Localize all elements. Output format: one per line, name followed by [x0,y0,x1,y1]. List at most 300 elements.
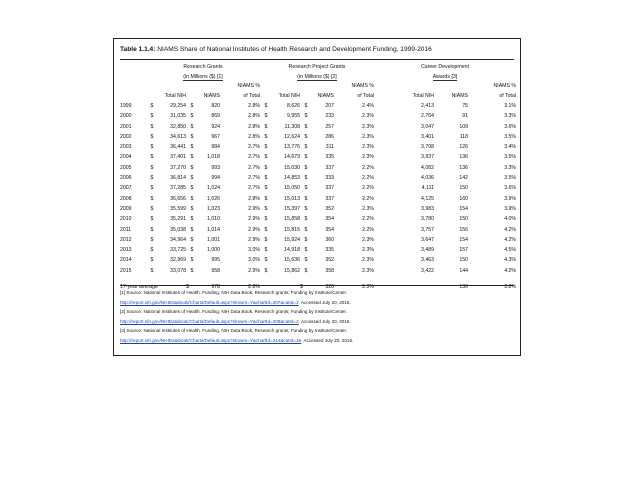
row-rg-total-currency: $ [150,175,154,182]
row-cd-niams: 136 [459,164,468,171]
row-rg-total-currency: $ [150,216,154,223]
row-rpg-niams-currency: $ [304,103,308,109]
row-rpg-niams-currency: $ [304,185,308,192]
col-rg-pct-bottom: of Total [243,92,260,99]
row-cd-niams: 150 [459,216,468,223]
row-rg-pct: 2.8% [248,123,260,130]
row-rg-niams-currency: $ [190,113,194,120]
row-rpg-total: 15,050 [284,185,300,192]
table-row [120,225,516,235]
row-rpg-total-currency: $ [264,185,268,192]
row-year: 2013 [120,247,132,254]
row-rpg-total: 14,918 [284,247,300,254]
row-cd-niams: 154 [459,205,468,212]
row-rg-niams: 1,026 [207,195,220,202]
row-rg-total: 33,725 [170,247,186,254]
row-rpg-niams-currency: $ [304,226,308,233]
source-note-accessed: Accessed July 20, 2016. [300,299,351,305]
row-rpg-niams-currency: $ [304,257,308,264]
col-rg-niams: NIAMS [203,92,220,99]
row-cd-total: 3,489 [421,247,434,254]
average-label: 17-year average [120,284,158,291]
row-rg-pct: 3.0% [248,257,260,264]
col-rpg-niams: NIAMS [317,92,334,99]
row-rpg-niams: 337 [325,164,334,171]
row-rpg-total: 15,030 [284,164,300,171]
average-rg-currency: $ [186,284,189,291]
row-rpg-pct: 2.3% [362,247,374,254]
row-rpg-niams-currency: $ [304,247,308,254]
row-cd-pct: 4.2% [504,236,517,243]
row-cd-pct: 3.5% [504,175,517,182]
group-career-development: Career Development [421,64,469,70]
row-year: 2011 [120,226,132,233]
row-rpg-total-currency: $ [264,195,268,202]
row-cd-total: 2,764 [421,113,434,120]
row-cd-total: 3,937 [421,154,434,161]
row-rg-niams-currency: $ [190,216,194,223]
row-rg-niams-currency: $ [190,205,194,212]
row-rpg-pct: 2.3% [362,144,374,151]
row-rg-niams: 1,010 [207,216,220,223]
row-year: 2002 [120,133,132,140]
row-year: 2001 [120,123,132,130]
row-cd-niams: 91 [462,113,468,120]
row-rpg-total-currency: $ [264,216,268,223]
row-rpg-pct: 2.3% [362,267,374,274]
row-rg-niams-currency: $ [190,154,194,161]
row-rpg-total: 8,626 [287,103,300,109]
row-rg-niams: 1,000 [207,247,220,254]
row-rg-niams-currency: $ [190,123,194,130]
row-rg-niams: 993 [211,164,220,171]
row-rg-niams: 1,024 [207,185,220,192]
row-rpg-niams: 354 [325,226,334,233]
row-cd-niams: 157 [459,247,468,254]
row-rpg-niams-currency: $ [304,195,308,202]
col-rg-total: Total NIH [164,92,186,99]
row-rpg-total-currency: $ [264,103,268,109]
row-cd-total: 3,647 [421,236,434,243]
table-body [120,101,516,276]
table-title-label: Table 1.1.4: [120,46,156,53]
row-rpg-total: 15,924 [284,236,300,243]
row-rpg-niams: 311 [325,144,334,151]
row-rg-niams: 820 [211,103,220,109]
row-year: 2010 [120,216,132,223]
row-rg-niams: 1,014 [207,226,220,233]
table-row [120,245,516,255]
row-rg-niams: 994 [211,175,220,182]
row-cd-pct: 3.5% [504,133,517,140]
group-research-project-grants: Research Project Grants [288,64,346,70]
table-row [120,132,516,142]
row-rpg-niams: 337 [325,195,334,202]
row-rpg-total: 9,955 [287,113,300,120]
row-rg-niams: 1,023 [207,205,220,212]
row-rpg-total-currency: $ [264,123,268,130]
row-rpg-total: 15,862 [284,267,300,274]
table-slide [113,38,521,356]
row-rg-total: 36,656 [170,195,186,202]
row-cd-pct: 4.2% [504,267,517,274]
row-rpg-total: 15,013 [284,195,300,202]
row-rg-niams: 984 [211,144,220,151]
row-rg-total: 37,285 [170,185,186,192]
row-year: 2007 [120,185,132,192]
row-rpg-pct: 2.3% [362,205,374,212]
row-rpg-niams: 233 [325,113,334,120]
row-rpg-total-currency: $ [264,154,268,161]
row-rg-pct: 2.7% [248,185,260,192]
source-note-link[interactable]: http://report.nih.gov/NIHDatabook/Charts/Default.aspx?showm=Y&chartId=214&catId=16 [120,337,302,343]
row-rg-pct: 3.0% [248,247,260,254]
row-rg-total: 35,038 [170,226,186,233]
row-cd-total: 3,780 [421,216,434,223]
row-rpg-pct: 2.2% [362,185,374,192]
row-rg-pct: 2.9% [248,205,260,212]
row-rpg-niams: 335 [325,247,334,254]
row-rg-total-currency: $ [150,154,154,161]
funding-table [120,63,516,292]
row-year: 2006 [120,175,132,182]
row-year: 2012 [120,236,132,243]
col-rpg-pct-bottom: of Total [357,92,374,99]
table-title [120,46,432,53]
row-rpg-niams: 352 [325,205,334,212]
row-rg-niams: 1,018 [207,154,220,161]
row-cd-total: 4,036 [421,175,434,182]
col-cd-pct-bottom: of Total [499,92,517,99]
row-cd-total: 3,757 [421,226,434,233]
source-notes [120,288,516,346]
row-cd-pct: 3.6% [504,123,517,130]
row-cd-niams: 142 [459,175,468,182]
row-rg-total-currency: $ [150,236,154,243]
row-rpg-pct: 2.2% [362,226,374,233]
row-rpg-total-currency: $ [264,175,268,182]
row-rg-pct: 2.7% [248,175,260,182]
row-cd-total: 2,413 [421,103,434,109]
table-row [120,122,516,132]
row-cd-pct: 3.4% [504,144,517,151]
row-rpg-pct: 2.3% [362,113,374,120]
row-cd-total: 3,983 [421,205,434,212]
row-rpg-pct: 2.2% [362,175,374,182]
row-rpg-total: 15,636 [284,257,300,264]
row-rpg-total: 15,397 [284,205,300,212]
row-rpg-total-currency: $ [264,144,268,151]
row-rg-total-currency: $ [150,247,154,254]
row-rg-niams: 995 [211,257,220,264]
source-note-accessed: Accessed July 20, 2016. [303,337,354,343]
row-cd-pct: 3.3% [504,164,517,171]
row-cd-total: 3,463 [421,257,434,264]
row-rpg-total-currency: $ [264,113,268,120]
row-cd-niams: 150 [459,257,468,264]
row-year: 2009 [120,205,132,212]
row-cd-niams: 160 [459,195,468,202]
row-rg-pct: 2.8% [248,103,260,109]
row-rpg-total: 15,815 [284,226,300,233]
row-rg-total-currency: $ [150,267,154,274]
row-cd-niams: 156 [459,226,468,233]
row-rg-total: 36,814 [170,175,186,182]
row-rg-niams: 1,001 [207,236,220,243]
row-rpg-total-currency: $ [264,257,268,264]
row-rg-total-currency: $ [150,205,154,212]
row-rg-pct: 2.9% [248,236,260,243]
row-rpg-pct: 2.3% [362,123,374,130]
row-rpg-niams: 354 [325,216,334,223]
row-cd-total: 3,047 [421,123,434,130]
row-rg-total-currency: $ [150,133,154,140]
row-rg-pct: 2.8% [248,133,260,140]
source-note-accessed: Accessed July 20, 2016. [300,318,351,324]
row-rpg-niams-currency: $ [304,144,308,151]
row-rg-total-currency: $ [150,123,154,130]
row-rpg-total: 14,853 [284,175,300,182]
row-cd-niams: 154 [459,236,468,243]
row-cd-pct: 3.5% [504,154,517,161]
row-rpg-niams: 358 [325,267,334,274]
row-rg-total: 29,254 [170,103,186,109]
row-rpg-total-currency: $ [264,247,268,254]
row-rg-total: 35,291 [170,216,186,223]
row-rpg-pct: 2.2% [362,216,374,223]
column-header-row-1 [120,82,516,92]
row-rg-pct: 2.8% [248,195,260,202]
row-year: 2015 [120,267,132,274]
row-rg-niams-currency: $ [190,175,194,182]
row-rg-niams-currency: $ [190,267,194,274]
row-rpg-niams-currency: $ [304,154,308,161]
row-rg-total-currency: $ [150,185,154,192]
row-cd-pct: 4.0% [504,216,517,223]
table-row [120,255,516,265]
row-rg-niams: 869 [211,113,220,120]
row-cd-total: 4,082 [421,164,434,171]
row-rg-total-currency: $ [150,113,154,120]
col-rg-pct-top: NIAMS % [237,83,260,89]
row-cd-pct: 3.3% [504,113,517,120]
row-rpg-niams-currency: $ [304,205,308,212]
average-cd-pct: 3.8% [504,284,517,291]
row-rpg-niams: 333 [325,175,334,182]
row-rg-niams: 958 [211,267,220,274]
row-rpg-niams-currency: $ [304,113,308,120]
row-year: 2014 [120,257,132,264]
row-cd-pct: 4.2% [504,226,517,233]
row-rpg-niams: 286 [325,133,334,140]
col-cd-niams: NIAMS [451,92,468,99]
row-rpg-total: 12,624 [284,133,300,140]
col-cd-total: Total NIH [412,92,434,99]
row-rg-niams-currency: $ [190,133,194,140]
row-rpg-niams: 257 [325,123,334,130]
row-year: 2000 [120,113,132,120]
source-note-text: [2] Source: National Institutes of Health. Funding, NIH Data Book, Research grants; Funding by Institute/Center. [120,309,347,315]
average-rpg-currency: $ [300,284,303,291]
table-row [120,152,516,162]
source-note [120,326,516,345]
average-rpg-niams: 320 [325,284,334,291]
row-rpg-niams-currency: $ [304,133,308,140]
row-rpg-niams: 352 [325,257,334,264]
table-row [120,101,516,111]
row-year: 1999 [120,103,132,109]
group-career-development-units: Awards [3] [432,73,458,80]
row-rg-niams: 967 [211,133,220,140]
row-rpg-total: 15,858 [284,216,300,223]
row-rg-total: 32,850 [170,123,186,130]
table-row [120,111,516,121]
row-year: 2005 [120,164,132,171]
average-rg-pct: 2.8% [248,284,260,291]
row-year: 2003 [120,144,132,151]
row-rg-pct: 2.7% [248,154,260,161]
row-year: 2008 [120,195,132,202]
row-rg-pct: 2.7% [248,164,260,171]
row-rpg-total-currency: $ [264,267,268,274]
row-cd-pct: 4.5% [504,247,517,254]
row-rpg-niams: 335 [325,154,334,161]
row-rpg-niams: 360 [325,236,334,243]
row-cd-niams: 109 [459,123,468,130]
row-rg-pct: 2.9% [248,226,260,233]
row-rpg-total: 13,776 [284,144,300,151]
row-rpg-total-currency: $ [264,226,268,233]
row-rpg-total: 14,673 [284,154,300,161]
table-row [120,183,516,193]
row-cd-total: 4,111 [421,185,434,192]
col-rpg-pct-top: NIAMS % [351,83,374,89]
row-rg-total: 35,599 [170,205,186,212]
row-rpg-niams-currency: $ [304,236,308,243]
title-divider [120,59,514,60]
group-research-grants-units: (in Millions ($) [1] [183,73,223,80]
row-rg-total: 37,401 [170,154,186,161]
row-rpg-pct: 2.3% [362,257,374,264]
row-rpg-niams-currency: $ [304,216,308,223]
row-cd-niams: 150 [459,185,468,192]
source-note-link[interactable]: http://report.nih.gov/NIHDatabook/Charts/Default.aspx?showm=Y&chartId=209&catId=2 [120,318,299,324]
table-title-text: NIAMS Share of National Institutes of Health Research and Development Funding, 1999-2016 [157,46,432,53]
average-cd-niams: 136 [459,284,468,291]
source-note-text: [1] Source: National Institutes of Health. Funding, NIH Data Book, Research grants; Funding by Institute/Center. [120,290,347,295]
row-cd-niams: 136 [459,154,468,161]
row-rg-pct: 2.7% [248,144,260,151]
row-rpg-niams: 337 [325,185,334,192]
source-note [120,307,516,326]
group-header-row-2 [120,73,516,83]
table-row [120,235,516,245]
source-note [120,288,516,307]
row-rpg-pct: 2.3% [362,133,374,140]
row-cd-pct: 4.3% [504,257,517,264]
col-rpg-total: Total NIH [278,92,300,99]
row-cd-niams: 75 [462,103,468,109]
row-rg-total-currency: $ [150,257,154,264]
row-rpg-pct: 2.2% [362,195,374,202]
average-rg-niams: 978 [211,284,220,291]
row-rg-total: 37,270 [170,164,186,171]
group-research-grants: Research Grants [183,64,223,70]
source-note-link[interactable]: http://report.nih.gov/NIHDatabook/Charts/Default.aspx?showm=Y&chartId=207&catId=2 [120,299,299,305]
row-rpg-pct: 2.4% [362,103,374,109]
row-rg-niams-currency: $ [190,195,194,202]
row-rg-total-currency: $ [150,144,154,151]
row-rpg-niams-currency: $ [304,175,308,182]
group-header-row-1 [120,63,516,73]
row-rg-total: 34,613 [170,133,186,140]
row-cd-total: 3,401 [421,133,434,140]
row-rpg-total-currency: $ [264,205,268,212]
row-rpg-total-currency: $ [264,236,268,243]
table-row [120,194,516,204]
row-rpg-niams: 207 [325,103,334,109]
row-rg-niams-currency: $ [190,185,194,192]
row-rg-total: 36,441 [170,144,186,151]
row-rg-niams-currency: $ [190,144,194,151]
row-cd-total: 3,422 [421,267,434,274]
row-rg-total-currency: $ [150,226,154,233]
row-rg-total: 33,078 [170,267,186,274]
row-rg-total: 31,035 [170,113,186,120]
row-rg-total-currency: $ [150,103,154,109]
row-rpg-pct: 2.3% [362,236,374,243]
column-header-row-2 [120,92,516,102]
notes-divider [120,285,514,286]
row-cd-total: 4,125 [421,195,434,202]
row-year: 2004 [120,154,132,161]
row-rg-niams-currency: $ [190,226,194,233]
row-rg-niams-currency: $ [190,257,194,264]
row-rpg-pct: 2.3% [362,154,374,161]
row-rg-niams-currency: $ [190,236,194,243]
row-rpg-pct: 2.2% [362,164,374,171]
row-cd-niams: 118 [459,133,468,140]
table-row [120,204,516,214]
row-rpg-niams-currency: $ [304,267,308,274]
row-cd-pct: 3.6% [504,185,517,192]
row-cd-total: 3,708 [421,144,434,151]
row-rpg-total-currency: $ [264,164,268,171]
row-rg-total: 34,964 [170,236,186,243]
row-rg-total-currency: $ [150,164,154,171]
row-cd-pct: 3.9% [504,205,517,212]
average-rpg-pct: 2.3% [362,284,374,291]
table-row [120,173,516,183]
row-rpg-niams-currency: $ [304,164,308,171]
group-research-project-grants-units: (in Millions ($) [2] [297,73,337,80]
row-cd-pct: 3.9% [504,195,517,202]
row-rg-niams: 924 [211,123,220,130]
table-row [120,266,516,276]
row-rg-pct: 2.8% [248,113,260,120]
row-rpg-total: 11,308 [284,123,300,130]
col-cd-pct-top: NIAMS % [493,83,517,89]
row-rg-niams-currency: $ [190,103,194,109]
row-rg-pct: 2.9% [248,267,260,274]
table-row [120,214,516,224]
row-cd-niams: 144 [459,267,468,274]
row-rg-niams-currency: $ [190,164,194,171]
row-rg-niams-currency: $ [190,247,194,254]
row-cd-niams: 126 [459,144,468,151]
row-rpg-total-currency: $ [264,133,268,140]
row-rg-pct: 2.9% [248,216,260,223]
